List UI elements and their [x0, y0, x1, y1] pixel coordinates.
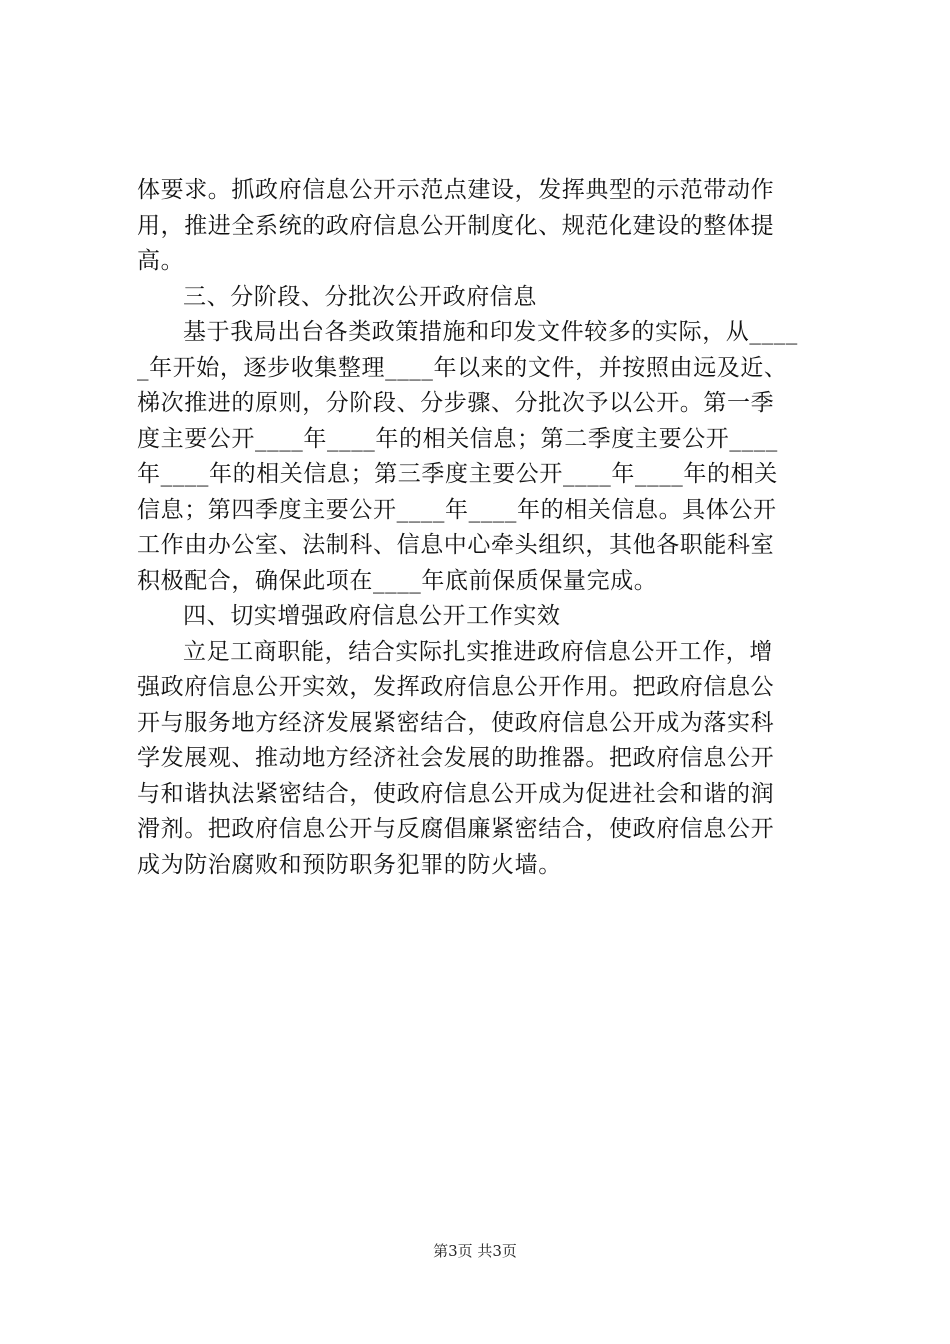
body-line: 积极配合，确保此项在____年底前保质保量完成。 — [137, 567, 658, 594]
section-heading: 四、切实增强政府信息公开工作实效 — [183, 603, 561, 629]
paragraph-first-line: 基于我局出台各类政策措施和印发文件较多的实际，从____ — [183, 319, 798, 345]
body-line: _年开始，逐步收集整理____年以来的文件，并按照由远及近、 — [137, 354, 788, 381]
section-heading: 三、分阶段、分批次公开政府信息 — [183, 283, 537, 310]
body-line: 度主要公开____年____年的相关信息；第二季度主要公开____ — [137, 425, 778, 452]
body-line: 工作由办公室、法制科、信息中心牵头组织，其他各职能科室 — [137, 532, 775, 558]
body-line: 成为防治腐败和预防职务犯罪的防火墙。 — [137, 851, 562, 878]
body-line: 用，推进全系统的政府信息公开制度化、规范化建设的整体提 — [137, 212, 775, 239]
body-line: 年____年的相关信息；第三季度主要公开____年____年的相关 — [137, 461, 778, 487]
body-line: 开与服务地方经济发展紧密结合，使政府信息公开成为落实科 — [137, 709, 775, 736]
document-body — [137, 173, 831, 883]
paragraph-first-line: 立足工商职能，结合实际扎实推进政府信息公开工作，增 — [183, 638, 773, 665]
page-number-footer: 第3页 共3页 — [433, 1242, 517, 1260]
body-line: 与和谐执法紧密结合，使政府信息公开成为促进社会和谐的润 — [137, 780, 775, 807]
body-line: 信息；第四季度主要公开____年____年的相关信息。具体公开 — [137, 496, 777, 523]
body-line: 梯次推进的原则，分阶段、分步骤、分批次予以公开。第一季 — [137, 390, 775, 416]
body-line: 滑剂。把政府信息公开与反腐倡廉紧密结合，使政府信息公开 — [137, 816, 775, 842]
body-line: 学发展观、推动地方经济社会发展的助推器。把政府信息公开 — [137, 745, 775, 771]
body-line: 强政府信息公开实效，发挥政府信息公开作用。把政府信息公 — [137, 674, 775, 700]
body-line: 体要求。抓政府信息公开示范点建设，发挥典型的示范带动作 — [137, 177, 775, 203]
body-line: 高。 — [137, 248, 185, 274]
